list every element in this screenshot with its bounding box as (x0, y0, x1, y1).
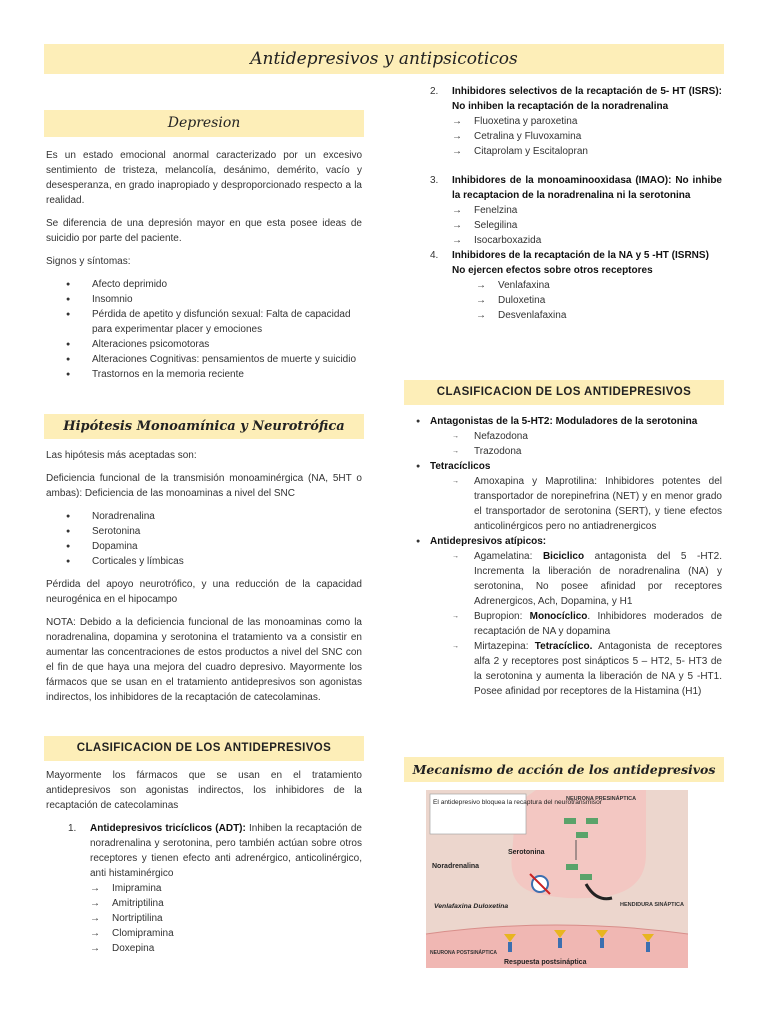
item-description: Inhiben la recaptación de noradrenalina y serotonina, pero también actúan sobre otros receptores y tienen efecto anti adrenérgico, anticolinérgico, anti histaminérgico (90, 823, 362, 879)
drug-list (476, 278, 722, 323)
list-item: → Fluoxetina y paroxetina (452, 114, 722, 129)
drug-list (452, 474, 722, 534)
list-item: → Citaprolam y Escitalopran (452, 144, 722, 159)
list-item: → Trazodona (452, 444, 722, 459)
right-column-clasificacion (408, 414, 722, 699)
section-heading-hipotesis: Hipótesis Monoamínica y Neurotrófica (44, 414, 364, 439)
left-column-hipotesis (46, 448, 362, 705)
numbered-item-3 (430, 173, 722, 248)
mechanism-diagram (416, 784, 728, 974)
list-item: ● Pérdida de apetito y disfunción sexual: Falta de capacidad para experimentar placer y emociones (58, 307, 362, 337)
list-item: ● Alteraciones Cognitivas: pensamientos de muerte y suicidio (58, 352, 362, 367)
list-item-atipicos: ● Antidepresivos atípicos: → Agamelatina: Biciclico antagonista del 5 -HT2. Incrementa la liberación de noradrenalina (NA) y serotonina, No posee afinidad por receptores Adrenergicos, Ach, Dopamina, y H1 → Bupropion: Monocíclico. Inhibidores moderados de recaptación de NA y dopamina → Mirtazepina: Tetracíclico. Antagonista de receptores alfa 2 y receptores post sinápticos 5 – HT2, 5- HT3 de la serotonina y aumenta la liberación de NA y 5 -HT1. Posee afinidad por receptores de la Histamina (H1) (408, 534, 722, 699)
left-column-depresion (46, 148, 362, 382)
paragraph: Se diferencia de una depresión mayor en que esta posee ideas de suicidio por parte del paciente. (46, 218, 362, 244)
list-item: → Agamelatina: Biciclico antagonista del 5 -HT2. Incrementa la liberación de noradrenalina (NA) y serotonina, No posee afinidad por receptores Adrenergicos, Ach, Dopamina, y H1 (452, 549, 722, 609)
list-item: → Mirtazepina: Tetracíclico. Antagonista de receptores alfa 2 y receptores post sinápticos 5 – HT2, 5- HT3 de la serotonina y aumenta la liberación de NA y 5 -HT1. Posee afinidad por receptores de la Histamina (H1) (452, 639, 722, 699)
paragraph: Pérdida del apoyo neurotrófico, y una reducción de la capacidad neurogénica en el hipocampo (46, 579, 362, 605)
label-drugs: Venlafaxina Duloxetina (434, 903, 509, 910)
item-title: Antidepresivos tricíclicos (ADT): (90, 823, 246, 834)
item-title: Inhibidores selectivos de la recaptación de 5- HT (ISRS): No inhiben la recaptación de la noradrenalina (452, 86, 722, 112)
paragraph: Deficiencia funcional de la transmisión monoaminérgica (NA, 5HT o ambas): Deficiencia de las monoaminas a nivel del SNC (46, 473, 362, 499)
list-item: → Imipramina (90, 881, 362, 896)
section-heading-depresion: Depresion (44, 110, 364, 137)
section-heading-clasificacion-2: CLASIFICACION DE LOS ANTIDEPRESIVOS (404, 380, 724, 405)
item-text (90, 821, 362, 881)
signs-list (58, 277, 362, 382)
paragraph: Las hipótesis más aceptadas son: (46, 450, 197, 461)
item-number: 2. (430, 86, 439, 97)
list-item: ● Noradrenalina (58, 509, 362, 524)
paragraph: Es un estado emocional anormal caracterizado por un excesivo sentimiento de tristeza, melancolía, desánimo, demérito, vacío y desesperanza, en grado inapropiado y desproporcionado respecto a la realidad. (46, 150, 362, 206)
section-heading-mecanismo: Mecanismo de acción de los antidepresivos (404, 757, 724, 782)
item-number: 3. (430, 175, 439, 186)
paragraph: Mayormente los fármacos que se usan en el tratamiento antidepresivos son agonistas indirectos, los inhibidores de la recaptación de catecolaminas (46, 770, 362, 811)
list-item: → Isocarboxazida (452, 233, 722, 248)
list-item: → Cetralina y Fluvoxamina (452, 129, 722, 144)
list-item-antagonistas: ● Antagonistas de la 5-HT2: Moduladores de la serotonina → Nefazodona → Trazodona (408, 414, 722, 459)
note-paragraph: NOTA: Debido a la deficiencia funcional de las monoaminas como la noradrenalina, dopamina y serotonina el tratamiento va a consistir en aumentar las concentraciones de estos productos a nivel del SNC con el fin de que haya una mejora del cuadro depresivo. Mayormente los fármacos que se usan en el tratamiento antidepresivos son agonistas indirectos, los inhibidores de la recaptación de catecolaminas. (46, 617, 362, 703)
list-item: → Fenelzina (452, 203, 722, 218)
item-title: Inhibidores de la monoaminooxidasa (IMAO): No inhibe la recaptacion de la noradrenalina ni la serotonina (452, 175, 722, 201)
list-item: ● Trastornos en la memoria reciente (58, 367, 362, 382)
classification-list (408, 414, 722, 699)
list-item: → Doxepina (90, 941, 362, 956)
list-item: ● Afecto deprimido (58, 277, 362, 292)
item-subtitle: No ejercen efectos sobre otros receptores (452, 265, 653, 276)
list-item: → Bupropion: Monocíclico. Inhibidores moderados de recaptación de NA y dopamina (452, 609, 722, 639)
item-number: 1. (68, 823, 77, 834)
drug-list (452, 114, 722, 159)
drug-list (90, 881, 362, 956)
list-item: ● Insomnio (58, 292, 362, 307)
numbered-item-4 (430, 248, 722, 323)
label-cleft: HENDIDURA SINÁPTICA (620, 902, 684, 908)
monoamine-list (58, 509, 362, 569)
label-postsynaptic: NEURONA POSTSINÁPTICA (430, 950, 498, 956)
list-item: → Nefazodona (452, 429, 722, 444)
list-item: → Venlafaxina (476, 278, 722, 293)
item-title: Inhibidores de la recaptación de la NA y 5 -HT (ISRNS) (452, 250, 709, 261)
list-item: → Amoxapina y Maprotilina: Inhibidores potentes del transportador de norepinefrina (NET) y en menor grado el transportador de serotonina (SERT), y tiene efectos anticolinérgicos pero no antiadrenergicos (452, 474, 722, 534)
section-heading-clasificacion: CLASIFICACION DE LOS ANTIDEPRESIVOS (44, 736, 364, 761)
list-item: → Amitriptilina (90, 896, 362, 911)
drug-list (452, 203, 722, 248)
list-item: ● Alteraciones psicomotoras (58, 337, 362, 352)
list-item: → Selegilina (452, 218, 722, 233)
callout-text: El antidepresivo bloquea la recaptura del neurotransmisor (433, 799, 602, 806)
label-presynaptic: NEURONA PRESINÁPTICA (566, 796, 637, 802)
list-item: → Clomipramina (90, 926, 362, 941)
item-number: 4. (430, 250, 439, 261)
left-column-clasificacion (46, 768, 362, 956)
label-response: Respuesta postsináptica (504, 959, 587, 966)
list-item: → Nortriptilina (90, 911, 362, 926)
list-item: ● Serotonina (58, 524, 362, 539)
numbered-item-1 (68, 821, 362, 956)
numbered-item-2 (430, 84, 722, 159)
list-item: → Desvenlafaxina (476, 308, 722, 323)
list-item: ● Dopamina (58, 539, 362, 554)
paragraph: Signos y síntomas: (46, 256, 131, 267)
label-serotonina: Serotonina (508, 849, 545, 856)
list-item-tetraciclicos: ● Tetracíclicos → Amoxapina y Maprotilina: Inhibidores potentes del transportador de norepinefrina (NET) y en menor grado el transportador de serotonina (SERT), y tiene efectos anticolinérgicos pero no antiadrenergicos (408, 459, 722, 534)
list-item: ● Corticales y límbicas (58, 554, 362, 569)
page-title: Antidepresivos y antipsicoticos (44, 44, 724, 74)
list-item: → Duloxetina (476, 293, 722, 308)
label-noradrenalina: Noradrenalina (432, 863, 480, 870)
drug-list (452, 429, 722, 459)
drug-list (452, 549, 722, 699)
right-column-top (408, 84, 722, 323)
